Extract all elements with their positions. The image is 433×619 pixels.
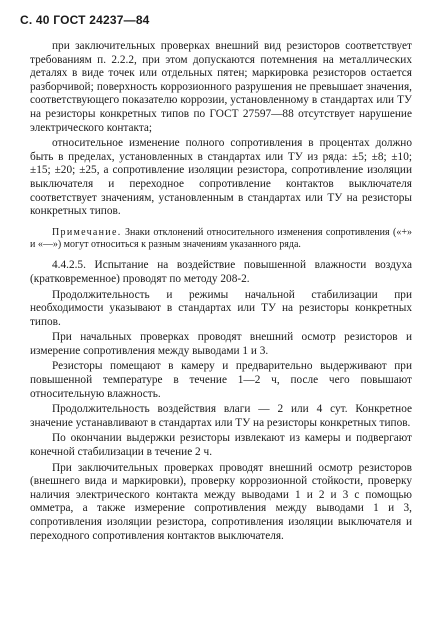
paragraph: относительное изменение полного сопротивления в процентах должно быть в пределах, установленных в стандартах или ТУ из ряда: ±5; ±8; ±10; ±15; ±20; ±25, а сопротивление изоляции резистора, сопротивление изоляции выключателя и переходное сопротивление контактов выключателя соответствует значениям, установленным в стандартах или ТУ на резисторы конкретных типов. xyxy=(30,137,412,218)
note-text: Знаки отклонений относительного изменения сопротивления («+» и «—») могут относиться к разным значениям указанного ряда. xyxy=(30,226,412,251)
document-body xyxy=(30,40,412,543)
note-paragraph xyxy=(30,227,412,252)
paragraph: По окончании выдержки резисторы извлекают из камеры и подвергают конечной стабилизации в течение 2 ч. xyxy=(30,432,412,459)
standard-number: ГОСТ 24237—84 xyxy=(53,13,150,27)
section-heading-paragraph: 4.4.2.5. Испытание на воздействие повышенной влажности воздуха (кратковременное) проводят по методу 208-2. xyxy=(30,259,412,285)
paragraph: Продолжительность и режимы начальной стабилизации при необходимости указывают в стандартах или ТУ на резисторы конкретных типов. xyxy=(30,288,412,328)
note-label: Примечание. xyxy=(52,226,122,238)
paragraph: Резисторы помещают в камеру и предварительно выдерживают при повышенной температуре в течение 1—2 ч, после чего повышают относительную влажность. xyxy=(30,360,412,400)
paragraph: При заключительных проверках проводят внешний осмотр резисторов (внешнего вида и маркировки), проверку коррозионной стойкости, проверку наличия электрического контакта между выводами 1 и 2 и 3 с помощью омметра, а также измерение сопротивления между выводами 1 и 3, сопротивления изоляции резистора, сопротивления изоляции выключателя и переходного сопротивления контактов выключателя. xyxy=(30,461,412,542)
paragraph: при заключительных проверках внешний вид резисторов соответствует требованиям п. 2.2.2, при этом допускаются потемнения на металлических деталях в виде точек или отдельных пятен; маркировка резисторов остается разборчивой; поверхность коррозионного разрушения не превышает значения, соответствующего показателю коррозии, установленному в стандартах или ТУ на резисторы конкретных типов по ГОСТ 27597—88 отсутствует нарушение электрического контакта; xyxy=(30,40,412,134)
page-number: С. 40 xyxy=(20,13,50,27)
paragraph: При начальных проверках проводят внешний осмотр резисторов и измерение сопротивления между выводами 1 и 3. xyxy=(30,331,412,357)
paragraph: Продолжительность воздействия влаги — 2 или 4 сут. Конкретное значение устанавливают в стандартах или ТУ на резисторы конкретных типов. xyxy=(30,403,412,429)
page-header xyxy=(20,13,150,27)
